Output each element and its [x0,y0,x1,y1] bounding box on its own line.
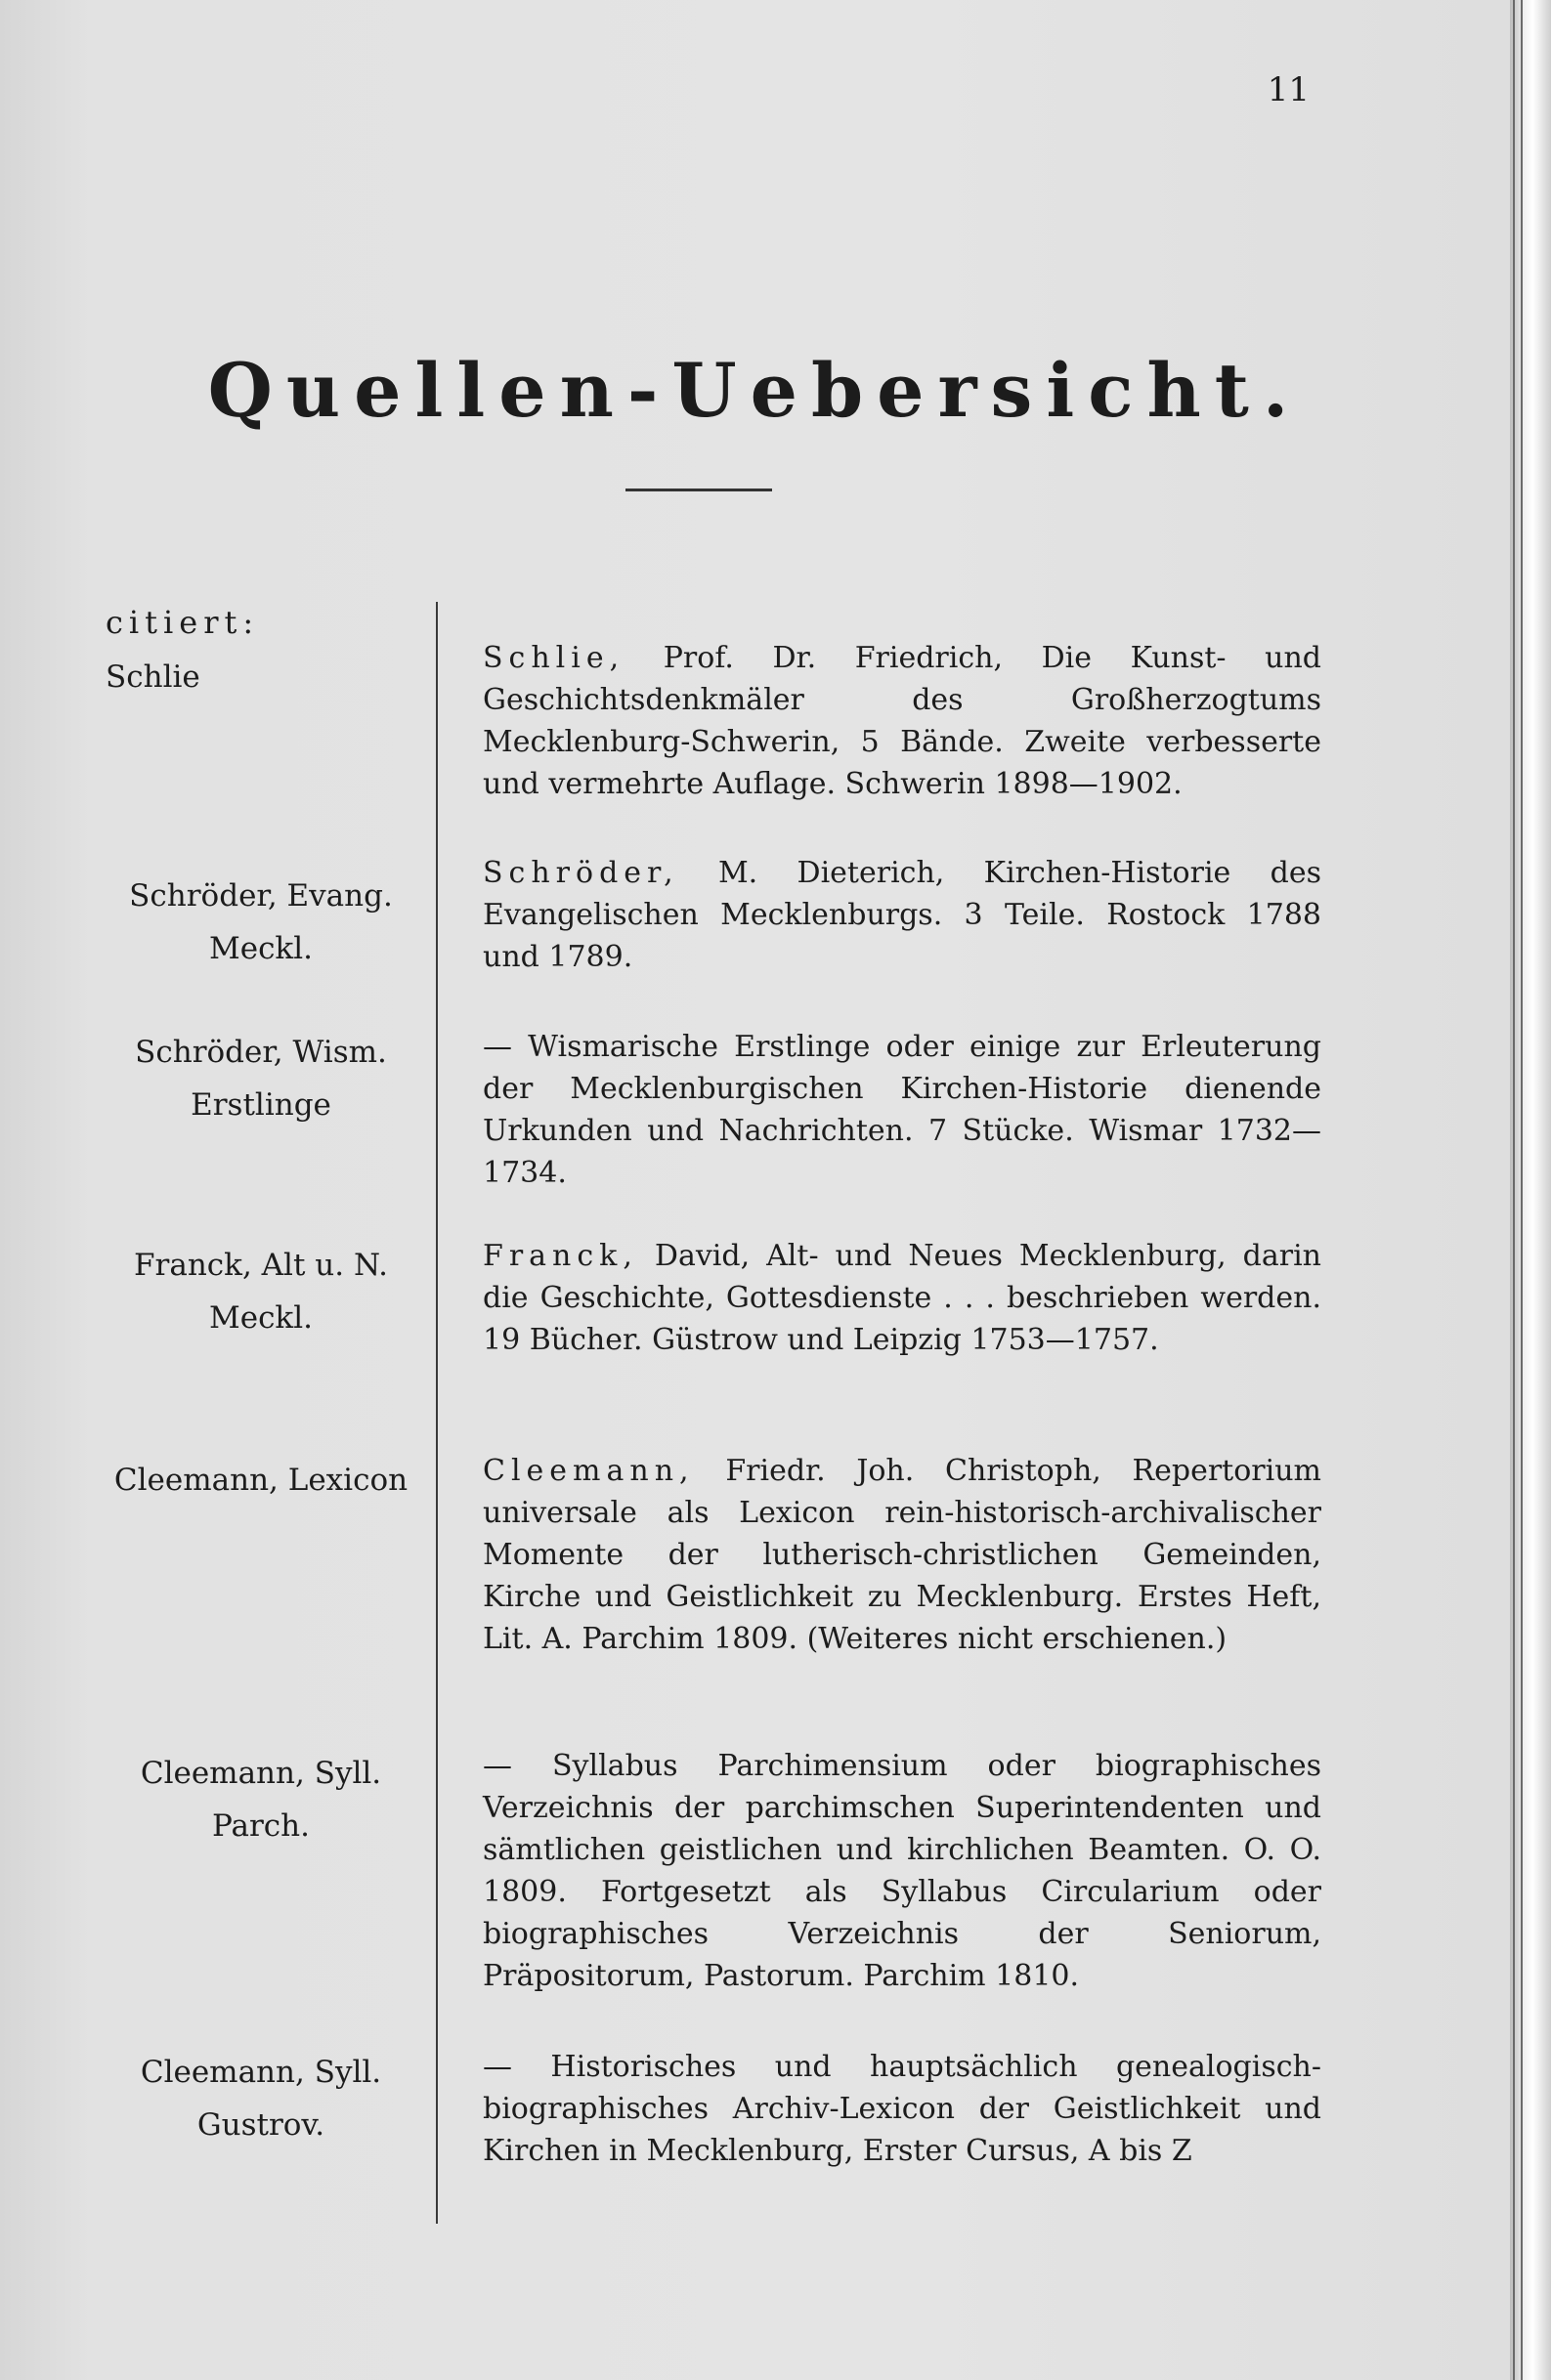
bibliography-entry [483,1026,1321,1194]
entry-author: Schlie, [483,641,625,675]
bibliography-entry [483,637,1321,805]
bibliography-entry [483,1450,1321,1660]
bibliography-entry [483,1235,1321,1361]
page-number: 11 [1267,70,1310,109]
bibliography-entry [483,1745,1321,1997]
column-divider [436,602,438,2224]
page-title: Quellen-Uebersicht. [207,347,1303,434]
entry-author: Schröder, [483,856,679,890]
citation-abbreviation: Schröder, Evang. Meckl. [129,878,393,966]
citation-abbreviation: Cleemann, Syll. Gustrov. [140,2055,382,2143]
entry-text: — Syllabus Parchimensium oder biographisches Verzeichnis der parchimschen Superintendenten und sämtlichen geistlichen und kirchlichen Beamten. O. O. 1809. Fortgesetzt als Syllabus Circularium oder biographisches Verzeichnis der Seniorum, Präpositorum, Pastorum. Parchim 1810. [483,1749,1321,1993]
entry-text: David, Alt- und Neues Mecklenburg, darin die Geschichte, Gottesdienste . . . beschrieben werden. 19 Bücher. Güstrow und Leipzig 1753—1757. [483,1239,1321,1357]
bibliography-entry [483,852,1321,978]
bibliography-entry [483,2046,1321,2172]
citation-abbreviation: Cleemann, Syll. Parch. [140,1756,382,1844]
page-edge-line [1513,0,1515,2380]
entry-text: M. Dieterich, Kirchen-Historie des Evangelischen Mecklenburgs. 3 Teile. Rostock 1788 und 1789. [483,856,1321,974]
entry-author: Franck, [483,1239,638,1273]
citation-abbreviation: Franck, Alt u. N. Meckl. [134,1248,388,1336]
cited-label: citiert: [106,604,260,641]
entry-text: — Historisches und hauptsächlich genealogisch-biographisches Archiv-Lexicon der Geistlichkeit und Kirchen in Mecklenburg, Erster Cursus, A bis Z [483,2050,1321,2168]
entry-text: Friedr. Joh. Christoph, Repertorium universale als Lexicon rein-historisch-archivalischer Momente der lutherisch-christlichen Gemeinden, Kirche und Geistlichkeit zu Mecklenburg. Erstes Heft, Lit. A. Parchim 1809. (Weiteres nicht erschienen.) [483,1454,1321,1656]
citation-abbreviation: Schröder, Wism. Erstlinge [135,1035,387,1123]
title-rule [625,489,772,491]
entry-text: — Wismarische Erstlinge oder einige zur Erleuterung der Mecklenburgischen Kirchen-Historie dienende Urkunden und Nachrichten. 7 Stücke. Wismar 1732—1734. [483,1030,1321,1190]
page-edge-line [1521,0,1523,2380]
entry-author: Cleemann, [483,1454,695,1488]
page-edge-shadow [1510,0,1551,2380]
citation-abbreviation: Schlie [106,659,200,695]
entry-text: Prof. Dr. Friedrich, Die Kunst- und Geschichtsdenkmäler des Großherzogtums Mecklenburg-Schwerin, 5 Bände. Zweite verbesserte und vermehrte Auflage. Schwerin 1898—1902. [483,641,1321,801]
citation-abbreviation: Cleemann, Lexicon [113,1463,409,1498]
